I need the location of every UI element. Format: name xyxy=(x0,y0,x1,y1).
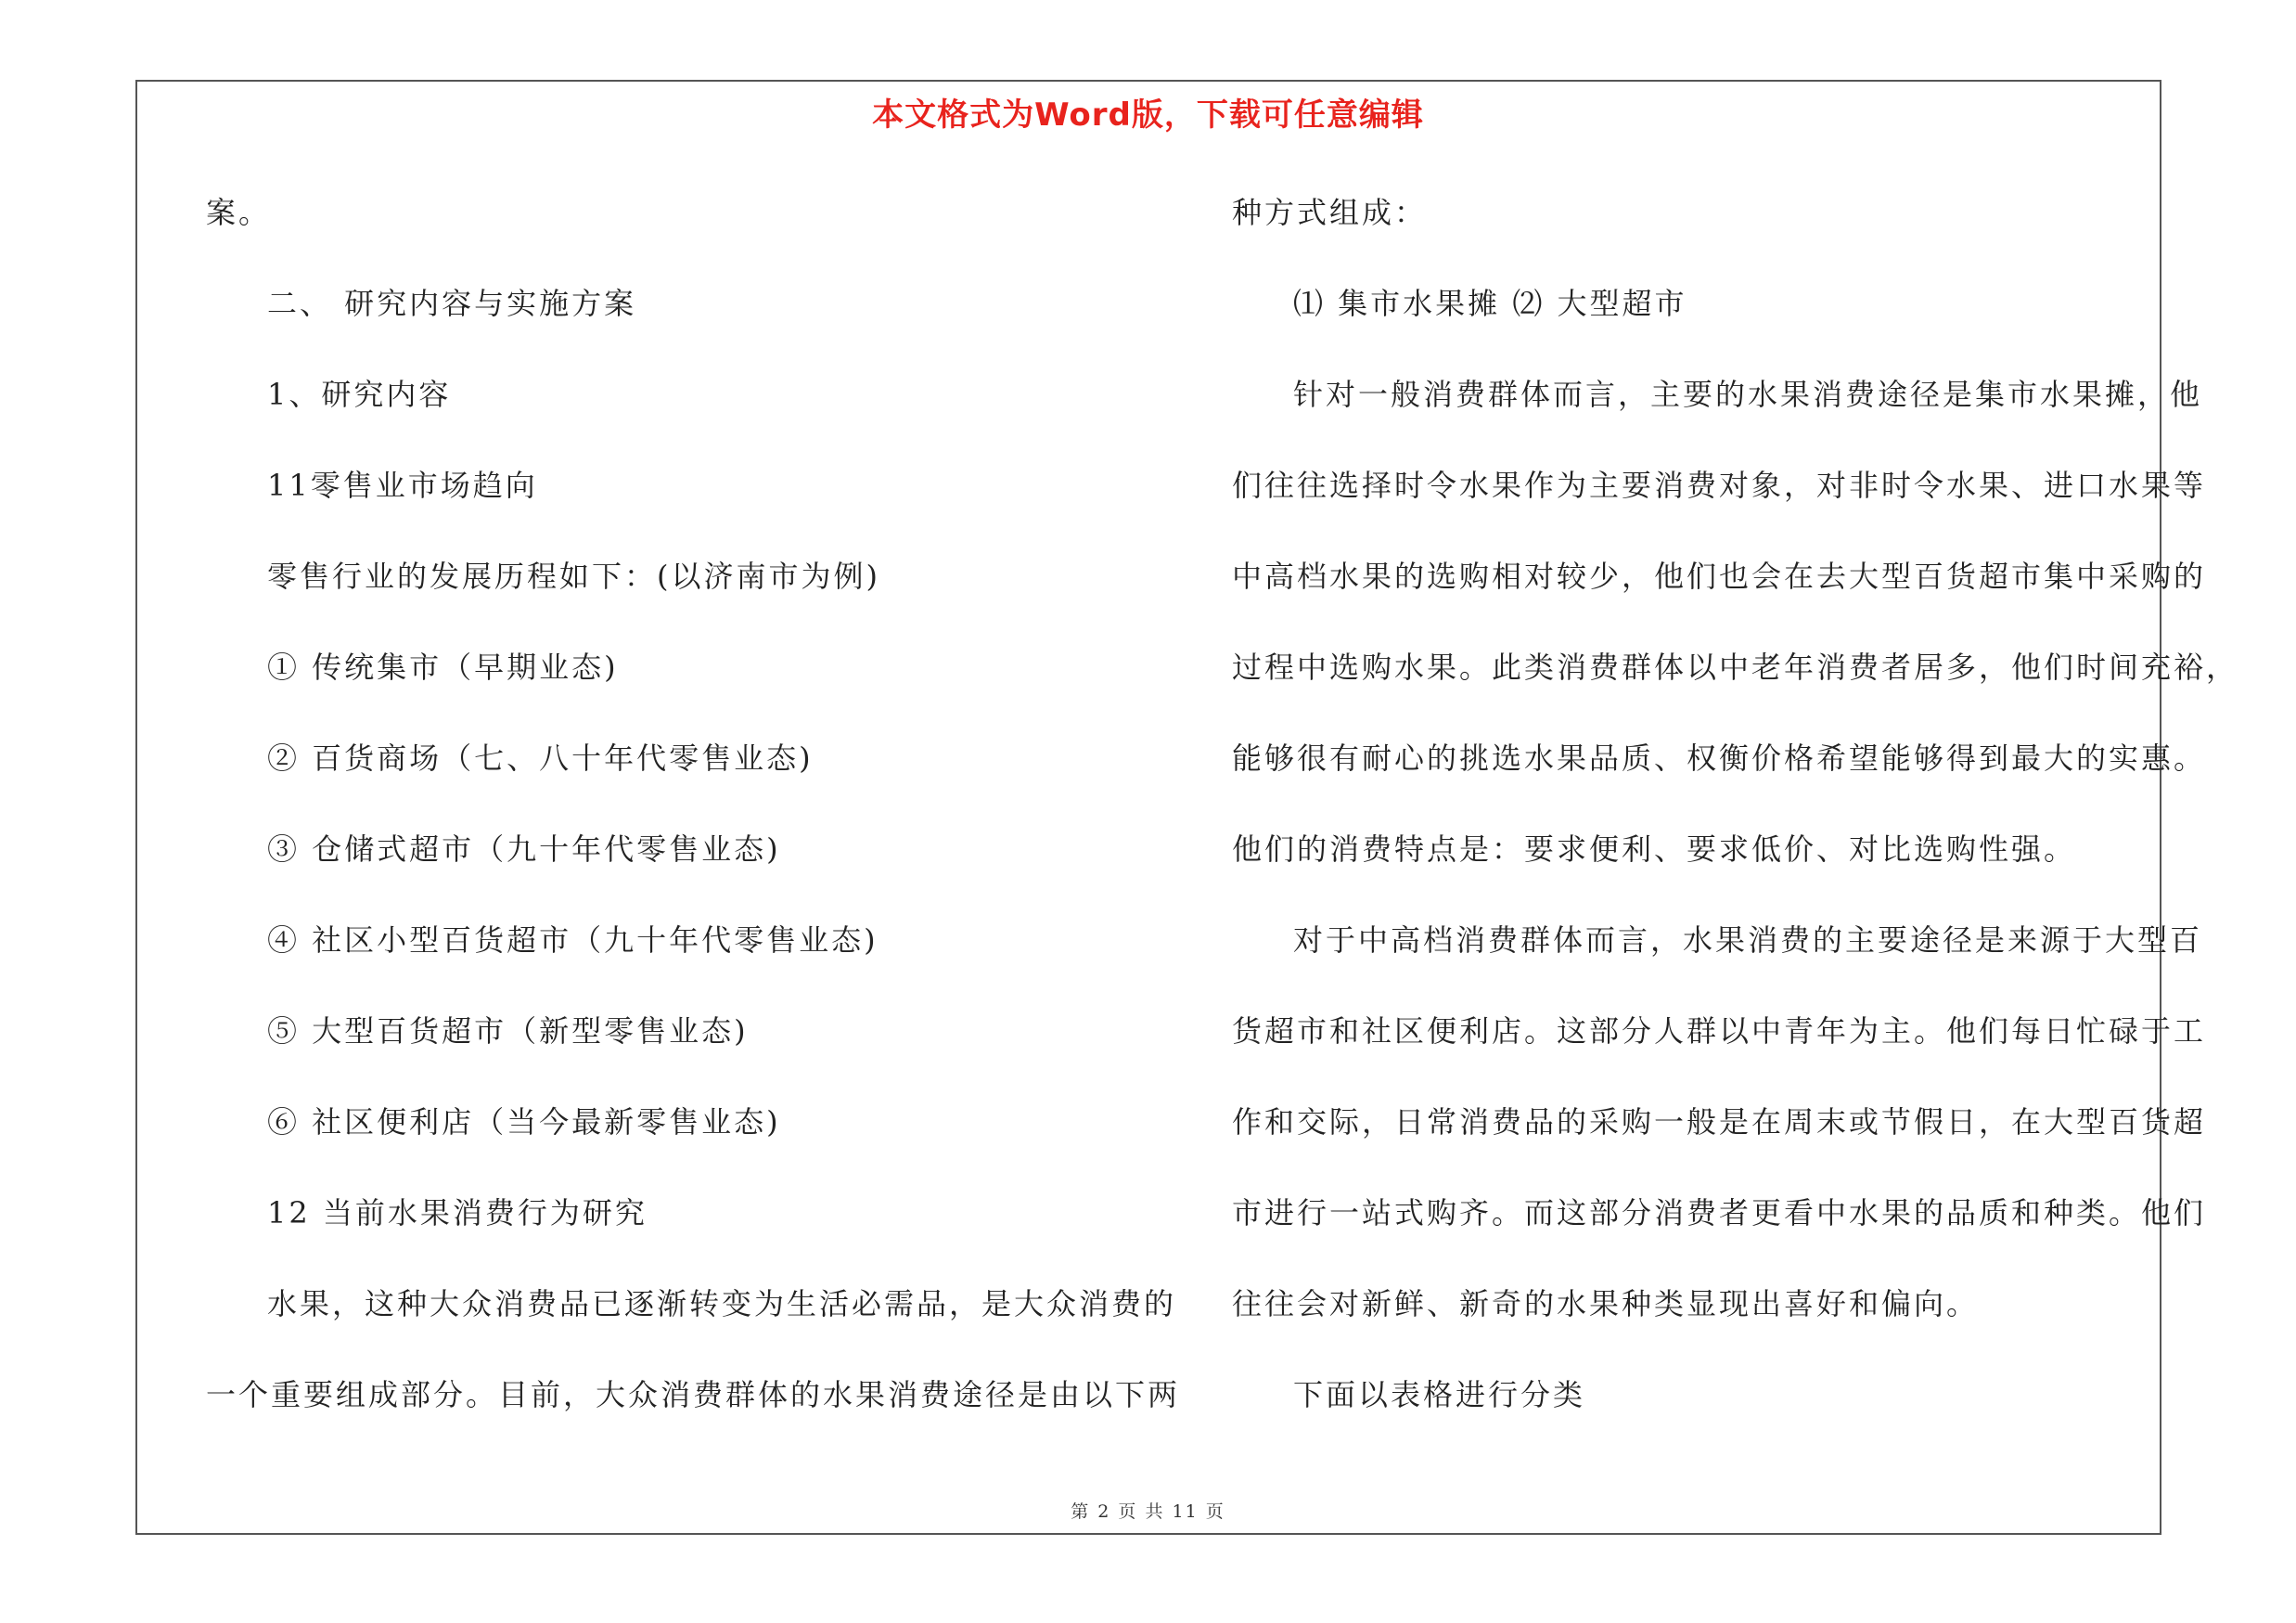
paragraph-line: ③ 仓储式超市（九十年代零售业态) xyxy=(267,831,781,867)
paragraph-line: 零售行业的发展历程如下：(以济南市为例) xyxy=(267,559,880,594)
right-column xyxy=(1232,186,2239,1459)
paragraph-line: 针对一般消费群体而言，主要的水果消费途径是集市水果摊，他 xyxy=(1293,377,2203,412)
paragraph-line: 11零售业市场趋向 xyxy=(267,468,538,503)
left-column xyxy=(206,186,1181,1459)
paragraph-line: ② 百货商场（七、八十年代零售业态) xyxy=(267,741,814,776)
paragraph-line: ⑥ 社区便利店（当今最新零售业态) xyxy=(267,1104,781,1140)
paragraph-line: 中高档水果的选购相对较少，他们也会在去大型百货超市集中采购的 xyxy=(1232,559,2207,594)
paragraph-line: ⑤ 大型百货超市（新型零售业态) xyxy=(267,1013,749,1049)
paragraph-line: 一个重要组成部分。目前，大众消费群体的水果消费途径是由以下两 xyxy=(206,1377,1181,1412)
paragraph-line: 水果，这种大众消费品已逐渐转变为生活必需品，是大众消费的 xyxy=(267,1286,1177,1321)
paragraph-line: 往往会对新鲜、新奇的水果种类显现出喜好和偏向。 xyxy=(1232,1286,1980,1321)
paragraph-line: 对于中高档消费群体而言，水果消费的主要途径是来源于大型百 xyxy=(1293,922,2203,958)
paragraph-line: 案。 xyxy=(206,195,272,230)
paragraph-line: 12 当前水果消费行为研究 xyxy=(267,1195,648,1230)
paragraph-line: 1、研究内容 xyxy=(267,377,452,412)
paragraph-line: 作和交际，日常消费品的采购一般是在周末或节假日，在大型百货超 xyxy=(1232,1104,2207,1140)
paragraph-line: ④ 社区小型百货超市（九十年代零售业态) xyxy=(267,922,879,958)
paragraph-line: 能够很有耐心的挑选水果品质、权衡价格希望能够得到最大的实惠。 xyxy=(1232,741,2207,776)
paragraph-line: 二、 研究内容与实施方案 xyxy=(267,286,637,321)
header-banner: 本文格式为Word版，下载可任意编辑 xyxy=(872,97,1424,134)
paragraph-line: ⑴ 集市水果摊 ⑵ 大型超市 xyxy=(1293,286,1687,321)
paragraph-line: 过程中选购水果。此类消费群体以中老年消费者居多，他们时间充裕， xyxy=(1232,650,2239,685)
paragraph-line: ① 传统集市（早期业态) xyxy=(267,650,619,685)
paragraph-line: 货超市和社区便利店。这部分人群以中青年为主。他们每日忙碌于工 xyxy=(1232,1013,2207,1049)
paragraph-line: 种方式组成： xyxy=(1232,195,1428,230)
paragraph-line: 们往往选择时令水果作为主要消费对象，对非时令水果、进口水果等 xyxy=(1232,468,2207,503)
paragraph-line: 他们的消费特点是：要求便利、要求低价、对比选购性强。 xyxy=(1232,831,2077,867)
paragraph-line: 市进行一站式购齐。而这部分消费者更看中水果的品质和种类。他们 xyxy=(1232,1195,2207,1230)
page-footer: 第 2 页 共 11 页 xyxy=(1071,1501,1225,1522)
paragraph-line: 下面以表格进行分类 xyxy=(1293,1377,1586,1412)
